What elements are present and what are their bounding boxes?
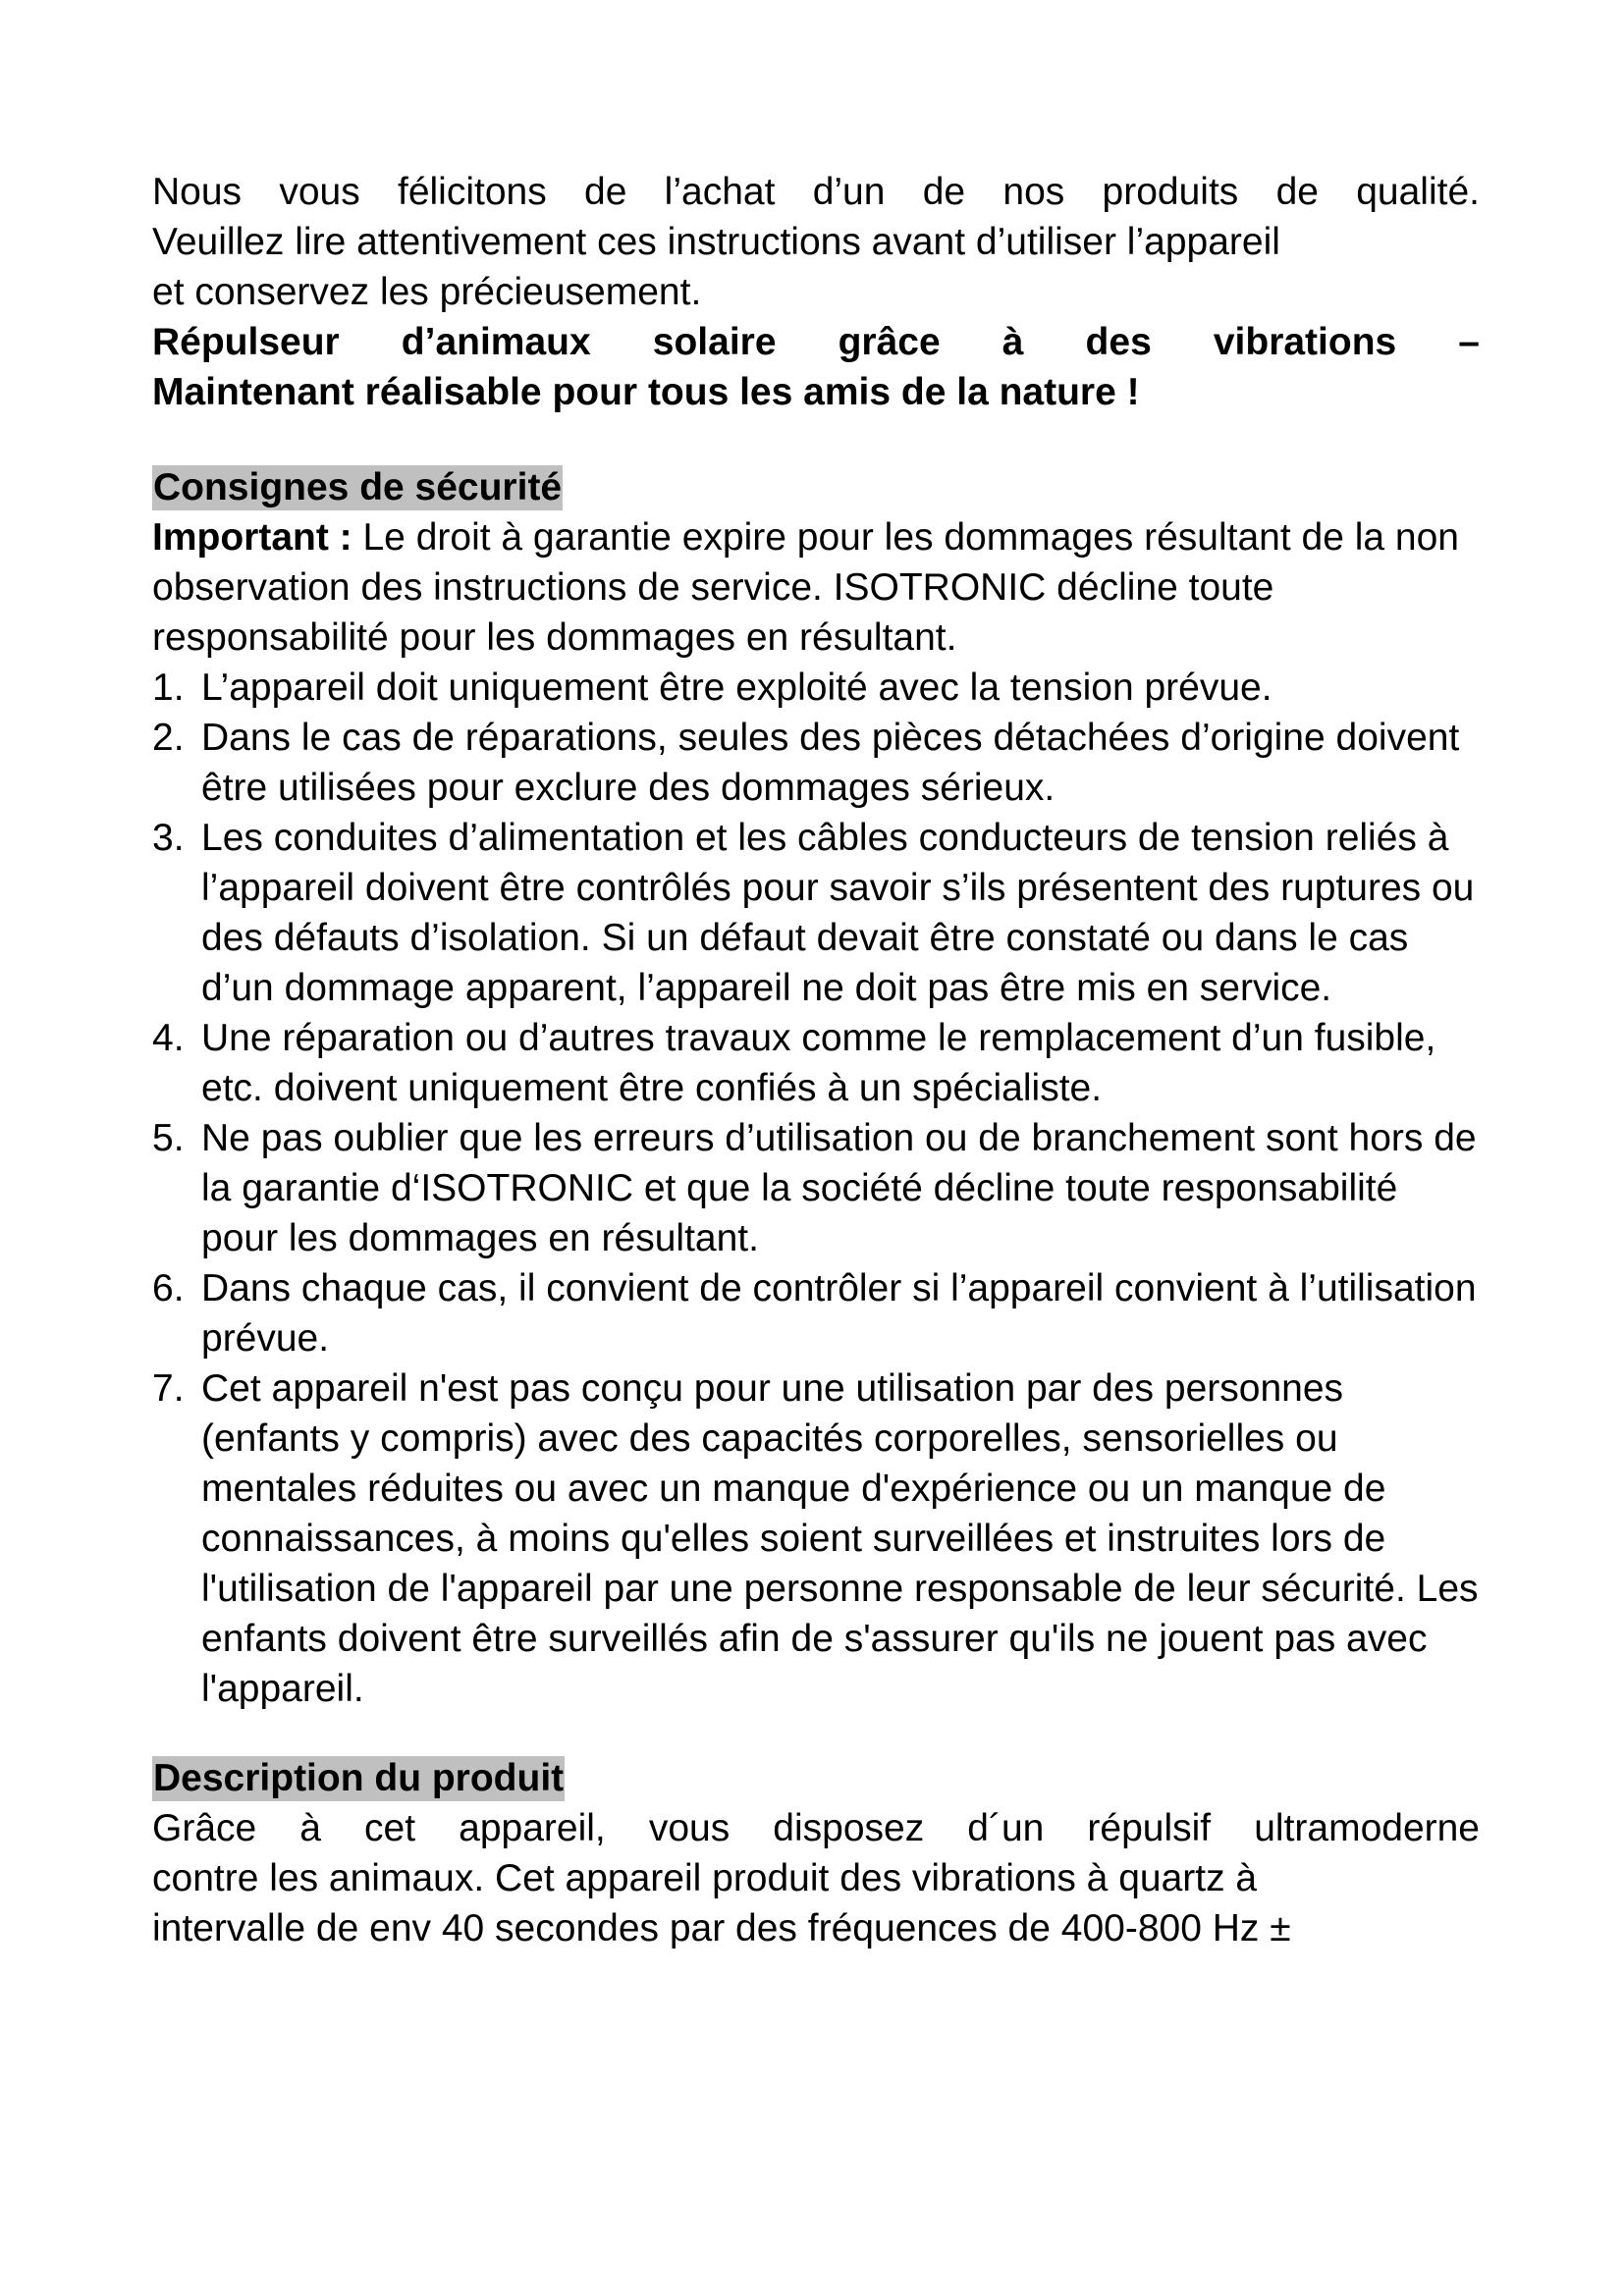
- item-text: Ne pas oublier que les erreurs d’utilisation ou de branchement sont hors de la garantie d‘ISOTRONIC et que la société décline toute responsabilité pour les dommages en résultant.: [201, 1117, 1477, 1259]
- item-number: 5.: [152, 1117, 185, 1159]
- item-text: Dans chaque cas, il convient de contrôler si l’appareil convient à l’utilisation prévue.: [201, 1267, 1477, 1360]
- intro-line-1: Nous vous félicitons de l’achat d’un de nos produits de qualité.: [152, 171, 1480, 213]
- list-item: [152, 1113, 1480, 1263]
- safety-section: [152, 462, 1480, 1714]
- important-label: Important :: [152, 516, 352, 559]
- item-text: Dans le cas de réparations, seules des pièces détachées d’origine doivent être utilisées pour exclure des dommages sérieux.: [201, 717, 1460, 809]
- list-item: [152, 663, 1480, 713]
- safety-rules-list: [152, 663, 1480, 1714]
- item-number: 6.: [152, 1267, 185, 1309]
- item-text: L’appareil doit uniquement être exploité avec la tension prévue.: [201, 667, 1272, 709]
- item-number: 7.: [152, 1367, 185, 1410]
- description-line-2: contre les animaux. Cet appareil produit des vibrations à quartz à: [152, 1857, 1258, 1899]
- list-item: [152, 813, 1480, 1013]
- list-item: [152, 1263, 1480, 1363]
- item-number: 2.: [152, 717, 185, 759]
- item-number: 4.: [152, 1017, 185, 1059]
- description-line-3: intervalle de env 40 secondes par des fréquences de 400-800 Hz ±: [152, 1907, 1291, 1949]
- intro-line-3: et conservez les précieusement.: [152, 271, 702, 313]
- safety-heading: Consignes de sécurité: [153, 466, 563, 508]
- list-item: [152, 1363, 1480, 1714]
- description-section: [152, 1753, 1480, 1953]
- manual-page: [152, 167, 1480, 1953]
- item-text: Cet appareil n'est pas conçu pour une utilisation par des personnes (enfants y compris) avec des capacités corporelles, sensorielles ou mentales réduites ou avec un manque d'expérience ou un manque de connaissances, à moins qu'elles soient surveillées et instruites lors de l'utilisation de l'appareil par une personne responsable de leur sécurité. Les enfants doivent être surveillés afin de s'assurer qu'ils ne jouent pas avec l'appareil.: [201, 1367, 1479, 1710]
- spacer: [152, 1714, 1480, 1753]
- intro-line-2: Veuillez lire attentivement ces instructions avant d’utiliser l’appareil: [152, 221, 1280, 263]
- item-number: 3.: [152, 817, 185, 859]
- product-tagline-2: Maintenant réalisable pour tous les amis de la nature !: [152, 371, 1140, 413]
- item-text: Les conduites d’alimentation et les câbles conducteurs de tension reliés à l’appareil doivent être contrôlés pour savoir s’ils présentent des ruptures ou des défauts d’isolation. Si un défaut devait être constaté ou dans le cas d’un dommage apparent, l’appareil ne doit pas être mis en service.: [201, 817, 1475, 1009]
- description-line-1: Grâce à cet appareil, vous disposez d´un répulsif ultramoderne: [152, 1807, 1480, 1849]
- important-notice: [152, 512, 1480, 663]
- item-number: 1.: [152, 667, 185, 709]
- product-tagline-1: Répulseur d’animaux solaire grâce à des vibrations –: [152, 321, 1480, 363]
- list-item: [152, 713, 1480, 813]
- spacer: [152, 417, 1480, 462]
- description-heading: Description du produit: [153, 1757, 565, 1799]
- list-item: [152, 1013, 1480, 1113]
- item-text: Une réparation ou d’autres travaux comme le remplacement d’un fusible, etc. doivent uniquement être confiés à un spécialiste.: [201, 1017, 1436, 1109]
- important-text: Le droit à garantie expire pour les dommages résultant de la non observation des instructions de service. ISOTRONIC décline toute responsabilité pour les dommages en résultant.: [152, 516, 1459, 659]
